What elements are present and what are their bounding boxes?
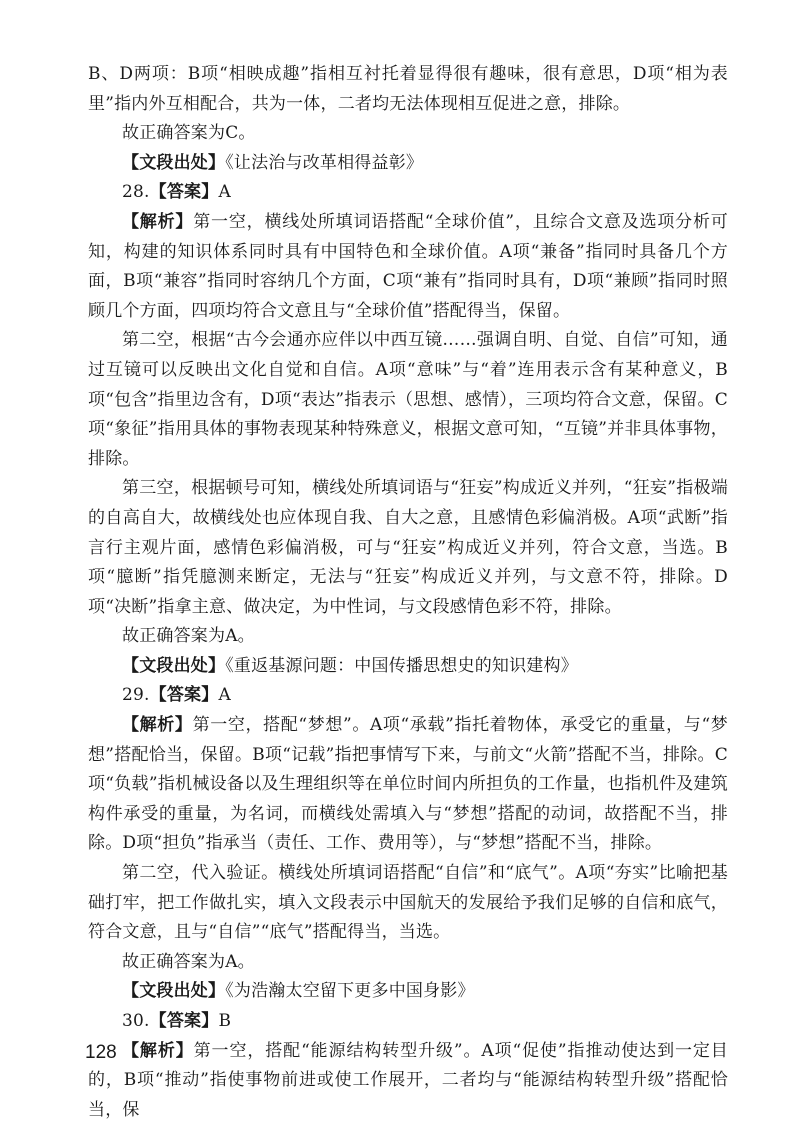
source-title: 《让法治与改革相得益彰》 [225, 152, 424, 173]
answer-tag: 【答案】 [149, 182, 219, 203]
question-number: 29. [122, 685, 150, 706]
answer-tag: 【答案】 [149, 1011, 219, 1031]
analysis-28-blank3 [88, 474, 728, 622]
answer-letter: B [218, 1011, 232, 1031]
paragraph-text: 第一空，搭配“能源结构转型升级”。A项“促使”指推动使达到一定目的，B项“推动”指使事物前进或使工作展开，二者均与“能源结构转型升级”搭配恰当，保 [88, 1040, 728, 1120]
source-27 [88, 149, 728, 179]
source-29 [88, 977, 728, 1007]
analysis-tag: 【解析】 [122, 1040, 194, 1061]
source-title: 《为浩瀚太空留下更多中国身影》 [225, 981, 475, 1002]
page-number: 128 [85, 1042, 117, 1063]
answer-letter: A [218, 685, 231, 706]
answer-29 [88, 681, 728, 711]
paragraph-text: 第二空，代入验证。横线处所填词语搭配“自信”和“底气”。A项“夯实”比喻把基础打牢，把工作做扎实，填入文段表示中国航天的发展给予我们足够的自信和底气，符合文意，且与“自信”“底气”搭配得当，当选。 [88, 863, 728, 943]
paragraph-answer-a-28 [88, 622, 728, 652]
paragraph-text: 第二空，根据“古今会通亦应伴以中西互镜……强调自明、自觉、自信”可知，通过互镜可以反映出文化自觉和自信。A项“意味”与“着”连用表示含有某种意义，B项“包含”指里边含有，D项“表达”指表示（思想、感情），三项均符合文意，保留。C项“象征”指用具体的事物表现某种特殊意义，根据文意可知，“互镜”并非具体事物，排除。 [88, 330, 728, 469]
page-body [88, 60, 728, 1125]
paragraph-text: 第三空，根据顿号可知，横线处所填词语与“狂妄”构成近义并列，“狂妄”指极端的自高自大，故横线处也应体现自我、自大之意，且感情色彩偏消极。A项“武断”指言行主观片面，感情色彩偏消极，可与“狂妄”构成近义并列，符合文意，当选。B项“臆断”指凭臆测来断定，无法与“狂妄”构成近义并列，与文意不符，排除。D项“决断”指拿主意、做决定，为中性词，与文段感情色彩不符，排除。 [88, 478, 728, 617]
source-title: 《重返基源问题：中国传播思想史的知识建构》 [225, 655, 578, 676]
paragraph-text: 故正确答案为A。 [122, 626, 255, 647]
paragraph-answer-a-29 [88, 948, 728, 978]
analysis-29-blank2 [88, 859, 728, 948]
paragraph-text: 第一空，横线处所填词语搭配“全球价值”，且综合文意及选项分析可知，构建的知识体系同时具有中国特色和全球价值。A项“兼备”指同时具备几个方面，B项“兼容”指同时容纳几个方面，C项“兼有”指同时具有，D项“兼顾”指同时照顾几个方面，四项均符合文意且与“全球价值”搭配得当，保留。 [88, 211, 728, 321]
question-number: 30. [122, 1011, 150, 1031]
answer-30 [88, 1007, 728, 1037]
paragraph-bd-options [88, 60, 728, 119]
answer-tag: 【答案】 [149, 685, 219, 706]
analysis-tag: 【解析】 [122, 211, 194, 232]
analysis-28-blank1 [88, 208, 728, 326]
paragraph-text: 第一空，搭配“梦想”。A项“承载”指托着物体，承受它的重量，与“梦想”搭配恰当，保留。B项“记载”指把事情写下来，与前文“火箭”搭配不当，排除。C项“负载”指机械设备以及生理组织等在单位时间内所担负的工作量，也指机件及建筑构件承受的重量，为名词，而横线处需填入与“梦想”搭配的动词，故搭配不当，排除。D项“担负”指承当（责任、工作、费用等），与“梦想”搭配不当，排除。 [88, 715, 728, 854]
source-tag: 【文段出处】 [122, 655, 226, 676]
analysis-30-blank1 [88, 1037, 728, 1126]
analysis-28-blank2 [88, 326, 728, 474]
source-tag: 【文段出处】 [122, 152, 226, 173]
paragraph-answer-c [88, 119, 728, 149]
source-tag: 【文段出处】 [122, 981, 226, 1002]
answer-28 [88, 178, 728, 208]
paragraph-text: 故正确答案为C。 [122, 123, 256, 144]
source-28 [88, 652, 728, 682]
paragraph-text: 故正确答案为A。 [122, 951, 255, 972]
paragraph-text: B、D两项：B项“相映成趣”指相互衬托着显得很有趣味，很有意思，D项“相为表里”指内外互相配合，共为一体，二者均无法体现相互促进之意，排除。 [88, 64, 728, 114]
analysis-29-blank1 [88, 711, 728, 859]
question-number: 28. [122, 182, 150, 203]
answer-letter: A [218, 182, 231, 203]
analysis-tag: 【解析】 [122, 715, 193, 736]
